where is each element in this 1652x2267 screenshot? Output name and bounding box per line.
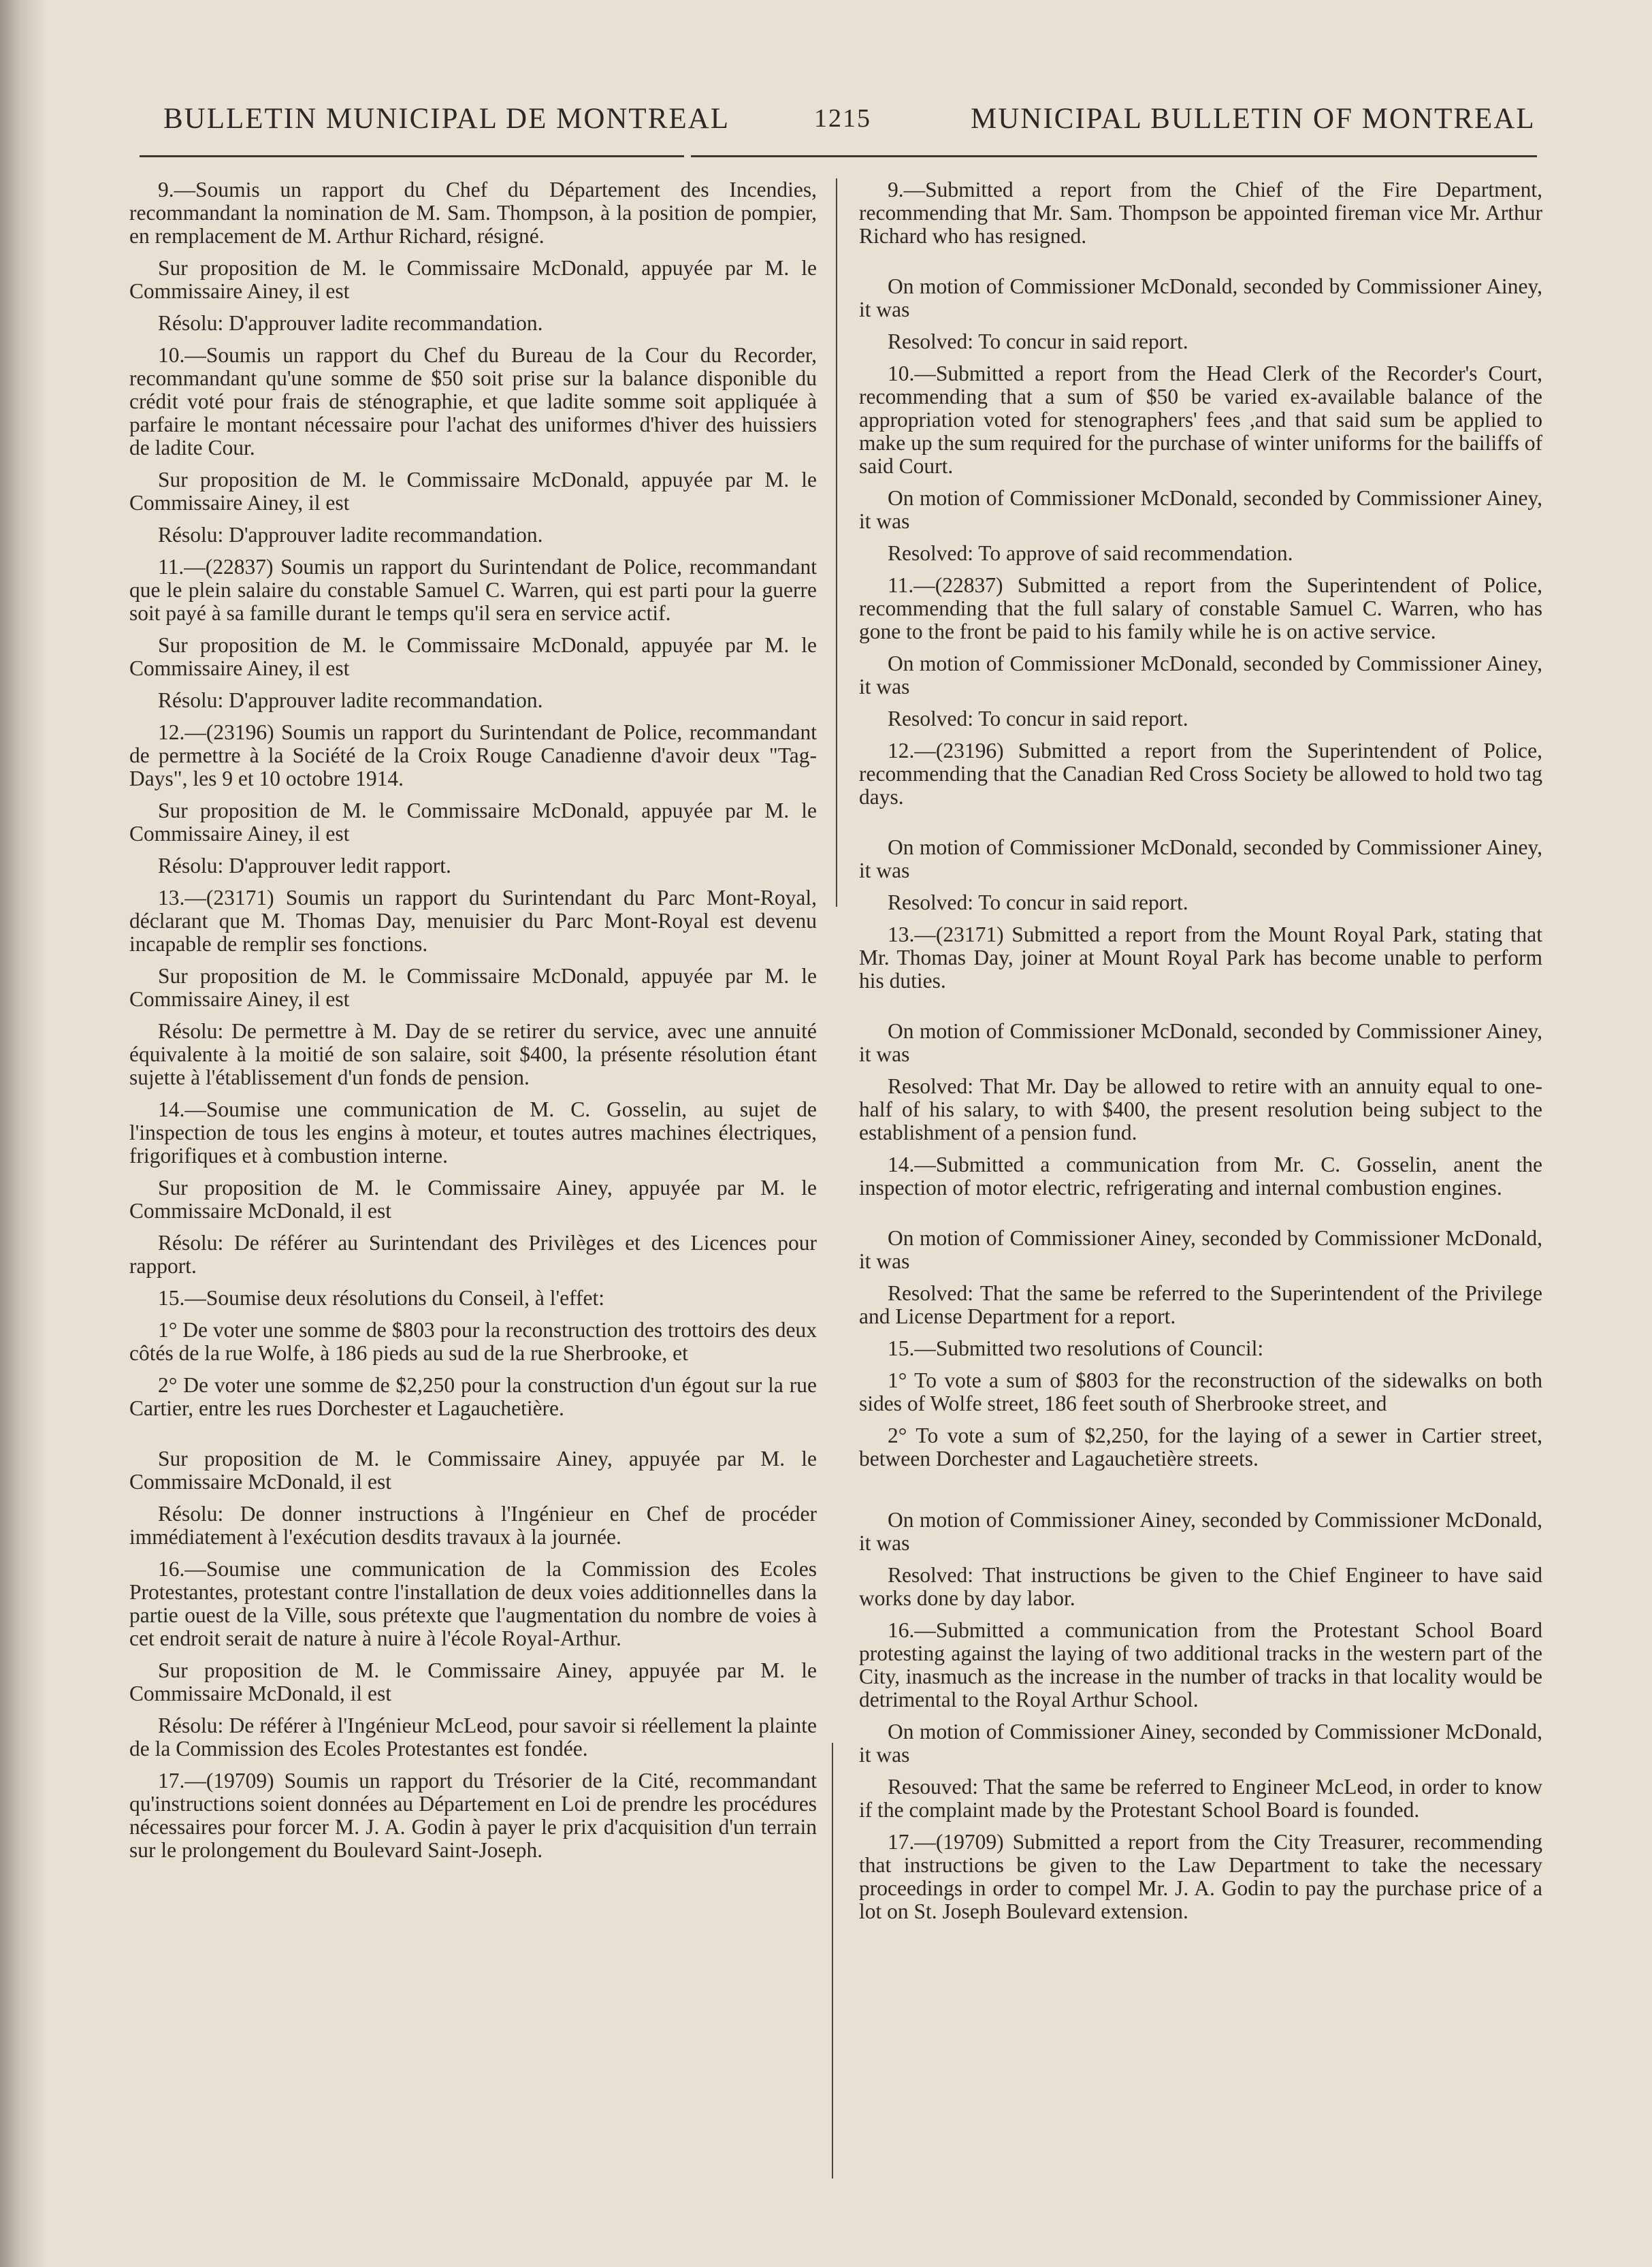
column-divider-lower bbox=[832, 1743, 833, 2178]
fr-item-9: 9.—Soumis un rapport du Chef du Département des Incendies, recommandant la nomination de M. Sam. Thompson, à la position de pompier, en remplacement de M. Arthur Richard, résigné. bbox=[129, 178, 817, 248]
en-motion: On motion of Commissioner Ainey, seconded by Commissioner McDonald, it was bbox=[859, 1226, 1542, 1273]
en-resolution: Resolved: That instructions be given to the Chief Engineer to have said works done by day labor. bbox=[859, 1563, 1542, 1610]
fr-item-17: 17.—(19709) Soumis un rapport du Trésorier de la Cité, recommandant qu'instructions soient données au Département en Loi de prendre les procédures nécessaires pour forcer M. J. A. Godin à payer le prix d'acquisition d'un terrain sur le prolongement du Boulevard Saint-Joseph. bbox=[129, 1769, 817, 1862]
fr-motion: Sur proposition de M. le Commissaire McDonald, appuyée par M. le Commissaire Ainey, il est bbox=[129, 633, 817, 680]
fr-item-10: 10.—Soumis un rapport du Chef du Bureau de la Cour du Recorder, recommandant qu'une somme de $50 soit prise sur la balance disponible du crédit voté pour frais de sténographie, et que ladite somme soit appliquée à parfaire le montant nécessaire pour l'achat des uniformes d'hiver des huissiers de ladite Cour. bbox=[129, 343, 817, 460]
en-item-14: 14.—Submitted a communication from Mr. C. Gosselin, anent the inspection of motor electric, refrigerating and internal combustion engines. bbox=[859, 1153, 1542, 1200]
fr-motion: Sur proposition de M. le Commissaire Ainey, appuyée par M. le Commissaire McDonald, il est bbox=[129, 1176, 817, 1223]
fr-motion: Sur proposition de M. le Commissaire McDonald, appuyée par M. le Commissaire Ainey, il est bbox=[129, 256, 817, 303]
fr-motion: Sur proposition de M. le Commissaire McDonald, appuyée par M. le Commissaire Ainey, il est bbox=[129, 964, 817, 1011]
en-motion: On motion of Commissioner McDonald, seconded by Commissioner Ainey, it was bbox=[859, 1019, 1542, 1066]
fr-item-15-point-1: 1° De voter une somme de $803 pour la reconstruction des trottoirs des deux côtés de la rue Wolfe, à 186 pieds au sud de la rue Sherbrooke, et bbox=[129, 1318, 817, 1365]
en-resolution: Resolved: That Mr. Day be allowed to retire with an annuity equal to one-half of his salary, to with $400, the present resolution being subject to the establishment of a pension fund. bbox=[859, 1074, 1542, 1144]
fr-item-15-point-2: 2° De voter une somme de $2,250 pour la construction d'un égout sur la rue Cartier, entre les rues Dorchester et Lagauchetière. bbox=[129, 1373, 817, 1420]
book-spine-shadow bbox=[0, 0, 48, 2267]
fr-resolution: Résolu: De permettre à M. Day de se retirer du service, avec une annuité équivalente à la moitié de son salaire, soit $400, la présente résolution étant sujette à l'établissement d'un fonds de pension. bbox=[129, 1019, 817, 1089]
english-column bbox=[859, 178, 1542, 1932]
fr-resolution: Résolu: D'approuver ledit rapport. bbox=[158, 854, 451, 878]
en-resolution: Resolved: To approve of said recommendation. bbox=[888, 541, 1293, 565]
en-item-13: 13.—(23171) Submitted a report from the Mount Royal Park, stating that Mr. Thomas Day, joiner at Mount Royal Park has become unable to perform his duties. bbox=[859, 922, 1542, 993]
fr-item-11: 11.—(22837) Soumis un rapport du Surintendant de Police, recommandant que le plein salaire du constable Samuel C. Warren, qui est parti pour la guerre soit payé à sa famille durant le temps qu'il sera en service actif. bbox=[129, 555, 817, 625]
fr-motion: Sur proposition de M. le Commissaire Ainey, appuyée par M. le Commissaire McDonald, il est bbox=[129, 1447, 817, 1494]
fr-item-12: 12.—(23196) Soumis un rapport du Surintendant de Police, recommandant de permettre à la Société de la Croix Rouge Canadienne d'avoir deux "Tag-Days", les 9 et 10 octobre 1914. bbox=[129, 720, 817, 790]
en-item-16: 16.—Submitted a communication from the Protestant School Board protesting against the laying of two additional tracks in the western part of the City, inasmuch as the increase in the number of tracks in that locality would be detrimental to the Royal Arthur School. bbox=[859, 1618, 1542, 1711]
en-motion: On motion of Commissioner McDonald, seconded by Commissioner Ainey, it was bbox=[859, 835, 1542, 882]
en-item-15-point-1: 1° To vote a sum of $803 for the reconstruction of the sidewalks on both sides of Wolfe street, 186 feet south of Sherbrooke street, and bbox=[859, 1368, 1542, 1415]
page-number: 1215 bbox=[814, 104, 871, 133]
header-rule-right bbox=[691, 155, 1537, 157]
en-resolution: Resolved: To concur in said report. bbox=[888, 329, 1188, 353]
fr-item-15: 15.—Soumise deux résolutions du Conseil, à l'effet: bbox=[158, 1286, 605, 1310]
en-item-17: 17.—(19709) Submitted a report from the City Treasurer, recommending that instructions be given to the Law Department to take the necessary proceedings in order to compel Mr. J. A. Godin to pay the purchase price of a lot on St. Joseph Boulevard extension. bbox=[859, 1830, 1542, 1923]
en-item-9: 9.—Submitted a report from the Chief of the Fire Department, recommending that Mr. Sam. Thompson be appointed fireman vice Mr. Arthur Richard who has resigned. bbox=[859, 178, 1542, 248]
en-item-11: 11.—(22837) Submitted a report from the Superintendent of Police, recommending that the full salary of constable Samuel C. Warren, who has gone to the front be paid to his family while he is on active service. bbox=[859, 573, 1542, 643]
header-rule-left bbox=[140, 155, 684, 157]
french-column bbox=[129, 178, 817, 1871]
fr-resolution: Résolu: D'approuver ladite recommandation. bbox=[158, 311, 543, 335]
fr-resolution: Résolu: D'approuver ladite recommandation. bbox=[158, 523, 543, 547]
en-motion: On motion of Commissioner McDonald, seconded by Commissioner Ainey, it was bbox=[859, 652, 1542, 698]
en-resolution: Resolved: To concur in said report. bbox=[888, 707, 1188, 730]
fr-motion: Sur proposition de M. le Commissaire McDonald, appuyée par M. le Commissaire Ainey, il est bbox=[129, 799, 817, 846]
en-motion: On motion of Commissioner Ainey, seconded by Commissioner McDonald, it was bbox=[859, 1508, 1542, 1555]
fr-motion: Sur proposition de M. le Commissaire Ainey, appuyée par M. le Commissaire McDonald, il est bbox=[129, 1658, 817, 1705]
fr-item-16: 16.—Soumise une communication de la Commission des Ecoles Protestantes, protestant contre l'installation de deux voies additionnelles dans la partie ouest de la Ville, sous prétexte que l'augmentation du nombre de voies à cet endroit serait de nature à nuire à l'école Royal-Arthur. bbox=[129, 1557, 817, 1650]
en-item-15: 15.—Submitted two resolutions of Council: bbox=[888, 1336, 1264, 1360]
en-motion: On motion of Commissioner McDonald, seconded by Commissioner Ainey, it was bbox=[859, 486, 1542, 533]
fr-resolution: Résolu: De référer au Surintendant des Privilèges et des Licences pour rapport. bbox=[129, 1231, 817, 1278]
header-english-title: MUNICIPAL BULLETIN OF MONTREAL bbox=[971, 103, 1536, 135]
en-resolution: Resolved: To concur in said report. bbox=[888, 890, 1188, 914]
fr-resolution: Résolu: D'approuver ladite recommandation. bbox=[158, 688, 543, 712]
column-divider-upper bbox=[836, 178, 837, 907]
header-french-title: BULLETIN MUNICIPAL DE MONTREAL bbox=[163, 103, 730, 135]
en-item-15-point-2: 2° To vote a sum of $2,250, for the laying of a sewer in Cartier street, between Dorchester and Lagauchetière streets. bbox=[859, 1424, 1542, 1470]
fr-item-13: 13.—(23171) Soumis un rapport du Surintendant du Parc Mont-Royal, déclarant que M. Thomas Day, menuisier du Parc Mont-Royal est devenu incapable de remplir ses fonctions. bbox=[129, 886, 817, 956]
fr-resolution: Résolu: De référer à l'Ingénieur McLeod, pour savoir si réellement la plainte de la Commission des Ecoles Protestantes est fondée. bbox=[129, 1714, 817, 1760]
en-motion: On motion of Commissioner McDonald, seconded by Commissioner Ainey, it was bbox=[859, 274, 1542, 321]
fr-motion: Sur proposition de M. le Commissaire McDonald, appuyée par M. le Commissaire Ainey, il est bbox=[129, 468, 817, 515]
en-item-12: 12.—(23196) Submitted a report from the Superintendent of Police, recommending that the Canadian Red Cross Society be allowed to hold two tag days. bbox=[859, 739, 1542, 809]
en-motion: On motion of Commissioner Ainey, seconded by Commissioner McDonald, it was bbox=[859, 1720, 1542, 1767]
en-item-10: 10.—Submitted a report from the Head Clerk of the Recorder's Court, recommending that a sum of $50 be varied ex-available balance of the appropriation voted for stenographers' fees ,and that said sum be applied to make up the sum required for the purchase of winter uniforms for the bailiffs of said Court. bbox=[859, 361, 1542, 478]
en-resolution: Resouved: That the same be referred to Engineer McLeod, in order to know if the complaint made by the Protestant School Board is founded. bbox=[859, 1775, 1542, 1822]
fr-resolution: Résolu: De donner instructions à l'Ingénieur en Chef de procéder immédiatement à l'exécution desdits travaux à la journée. bbox=[129, 1502, 817, 1549]
en-resolution: Resolved: That the same be referred to the Superintendent of the Privilege and License Department for a report. bbox=[859, 1281, 1542, 1328]
fr-item-14: 14.—Soumise une communication de M. C. Gosselin, au sujet de l'inspection de tous les engins à moteur, et toutes autres machines électriques, frigorifiques et à combustion interne. bbox=[129, 1097, 817, 1168]
